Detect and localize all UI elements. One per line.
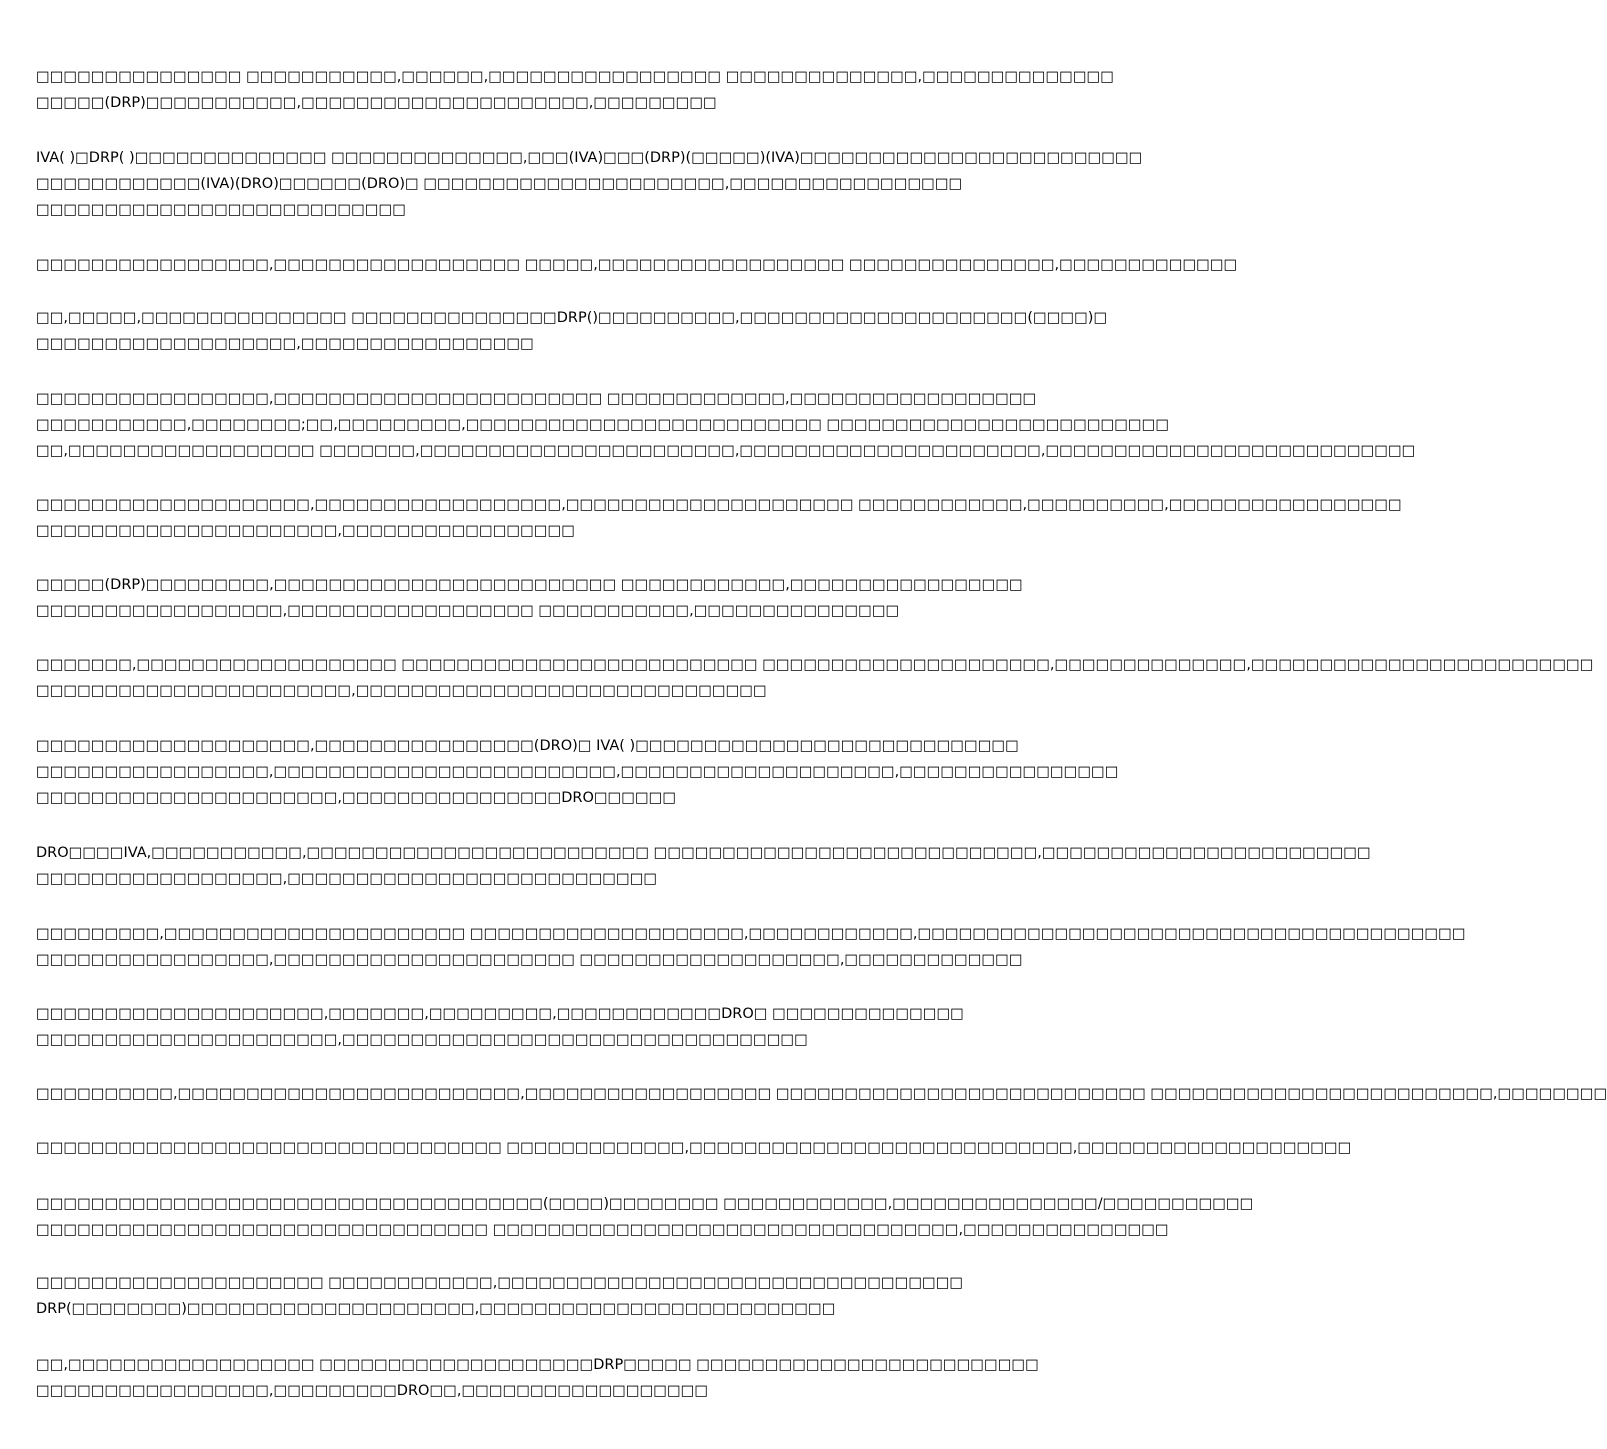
text-line: □□□□□□□□□□□□□□□□□□□□□□,□□□□□□□□□□□□□□□□□ xyxy=(36,523,575,539)
text-line: □□□□□□□□□□□□□□□ □□□□□□□□□□□,□□□□□□,□□□□□□□□□□□□□□□□□ □□□□□□□□□□□□□□,□□□□□□□□□□□□□□ xyxy=(36,69,1114,85)
paragraph-16 xyxy=(36,1270,996,1322)
paragraph-10 xyxy=(36,840,1371,892)
text-line: □□□□□□□□□□□□□□□□□,□□□□□□□□□□□□□□□□□□□□□□ □□□□□□□□□□□□□□□□□□□,□□□□□□□□□□□□□ xyxy=(36,952,1023,968)
text-line: □□□□□□□□□□□□(IVA)(DRO)□□□□□□(DRO)□ □□□□□□□□□□□□□□□□□□□□□□,□□□□□□□□□□□□□□□□□ xyxy=(36,176,963,192)
text-line: DRO□□□□IVA,□□□□□□□□□□□,□□□□□□□□□□□□□□□□□□□□□□□□□ □□□□□□□□□□□□□□□□□□□□□□□□□□□□,□□□□□□□□□□□□□□□□□□□□□□□□ xyxy=(36,845,1371,861)
text-line: □□□□□□□□□□,□□□□□□□□□□□□□□□□□□□□□□□□□,□□□□□□□□□□□□□□□□□□ □□□□□□□□□□□□□□□□□□□□□□□□□□□ □□□□□□□□□□□□□□□□□□□□□□□□□,□□□□□□□□ xyxy=(36,1086,1607,1102)
text-line: □□□□□(DRP)□□□□□□□□□,□□□□□□□□□□□□□□□□□□□□□□□□□ □□□□□□□□□□□□,□□□□□□□□□□□□□□□□□ xyxy=(36,577,1023,593)
text-line: □□□□□□□□□□□□□□□□□□□□□,□□□□□□□,□□□□□□□□□,□□□□□□□□□□□□DRO□ □□□□□□□□□□□□□□ xyxy=(36,1006,964,1022)
text-line: □□□□□□□□□□□□□□□□□□□□□□□□□□□□□□□□□□ □□□□□□□□□□□□□,□□□□□□□□□□□□□□□□□□□□□□□□□□□□,□□□□□□□□□□□□□□□□□□□□ xyxy=(36,1140,1352,1156)
text-line: □□□□□□□□□□□□□□□□□□□,□□□□□□□□□□□□□□□□□ xyxy=(36,336,534,352)
text-line: □□,□□□□□□□□□□□□□□□□□□ □□□□□□□,□□□□□□□□□□□□□□□□□□□□□□□,□□□□□□□□□□□□□□□□□□□□□□,□□□□□□□□□□□□□□□□□□□□□□□□□□□ xyxy=(36,443,1416,459)
text-line: □□□□□□□□□□□□□□□□□,□□□□□□□□□DRO□□,□□□□□□□□□□□□□□□□□□ xyxy=(36,1383,709,1399)
text-line: □□□□□□□,□□□□□□□□□□□□□□□□□□□ □□□□□□□□□□□□□□□□□□□□□□□□□□ □□□□□□□□□□□□□□□□□□□□□,□□□□□□□□□□□□□□,□□□□□□□□□□□□□□□□□□□□□□□□□ xyxy=(36,657,1594,673)
text-line: □□□□□□□□□□□□□□□□□□,□□□□□□□□□□□□□□□□□□ □□□□□□□□□□□,□□□□□□□□□□□□□□□ xyxy=(36,603,900,619)
text-line: □□□□□□□□□,□□□□□□□□□□□□□□□□□□□□□□ □□□□□□□□□□□□□□□□□□□□,□□□□□□□□□□□□,□□□□□□□□□□□□□□□□□□□□□□□□□□□□□□□□□□□□□□□□ xyxy=(36,926,1466,942)
paragraph-4 xyxy=(36,305,1108,357)
text-line: □□□□□□□□□□□□□□□□□□□□□□□,□□□□□□□□□□□□□□□□□□□□□□□□□□□□□□ xyxy=(36,683,767,699)
text-line: □□□□□(DRP)□□□□□□□□□□□,□□□□□□□□□□□□□□□□□□□□□,□□□□□□□□□ xyxy=(36,95,717,111)
paragraph-12 xyxy=(36,1001,996,1053)
text-line: □□□□□□□□□□□□□□□□□,□□□□□□□□□□□□□□□□□□□□□□□□ □□□□□□□□□□□□□,□□□□□□□□□□□□□□□□□□ xyxy=(36,391,1037,407)
paragraph-14 xyxy=(36,1135,1352,1161)
paragraph-15 xyxy=(36,1191,1254,1243)
text-line: □□,□□□□□□□□□□□□□□□□□□ □□□□□□□□□□□□□□□□□□□□DRP□□□□□ □□□□□□□□□□□□□□□□□□□□□□□□□ xyxy=(36,1357,1039,1373)
text-line: □□□□□□□□□□□□□□□□□□□□,□□□□□□□□□□□□□□□□(DRO)□ IVA( )□□□□□□□□□□□□□□□□□□□□□□□□□□□□ xyxy=(36,738,1019,754)
text-line: □□□□□□□□□□□□□□□□□□□□□□,□□□□□□□□□□□□□□□□DRO□□□□□□ xyxy=(36,790,677,806)
text-line: □□□□□□□□□□□□□□□□□,□□□□□□□□□□□□□□□□□□ □□□□□,□□□□□□□□□□□□□□□□□□ □□□□□□□□□□□□□□□,□□□□□□□□□□□□□ xyxy=(36,257,1238,273)
paragraph-1 xyxy=(36,64,1114,116)
paragraph-7 xyxy=(36,572,1023,624)
text-line: □□□□□□□□□□□,□□□□□□□□;□□,□□□□□□□□□,□□□□□□□□□□□□□□□□□□□□□□□□□□ □□□□□□□□□□□□□□□□□□□□□□□□□ xyxy=(36,417,1170,433)
paragraph-2 xyxy=(36,145,1143,223)
text-line: IVA( )□DRP( )□□□□□□□□□□□□□□ □□□□□□□□□□□□□□,□□□(IVA)□□□(DRP)(□□□□□)(IVA)□□□□□□□□□□□□□□□□□□□□□□□□□ xyxy=(36,150,1143,166)
text-line: □□□□□□□□□□□□□□□□□□□□□ □□□□□□□□□□□□,□□□□□□□□□□□□□□□□□□□□□□□□□□□□□□□□□□ xyxy=(36,1275,964,1291)
paragraph-9 xyxy=(36,733,1119,811)
text-line: □□□□□□□□□□□□□□□□□□□□□□□□□□□□□□□□□□□□□(□□□□)□□□□□□□□ □□□□□□□□□□□□,□□□□□□□□□□□□□□□/□□□□□□□□□□□ xyxy=(36,1196,1254,1212)
paragraph-17 xyxy=(36,1352,1039,1404)
text-line: □□□□□□□□□□□□□□□□□,□□□□□□□□□□□□□□□□□□□□□□□□□,□□□□□□□□□□□□□□□□□□□□,□□□□□□□□□□□□□□□□ xyxy=(36,764,1119,780)
text-line: □□□□□□□□□□□□□□□□□□,□□□□□□□□□□□□□□□□□□□□□□□□□□□ xyxy=(36,871,658,887)
paragraph-13 xyxy=(36,1081,1607,1107)
text-line: □□□□□□□□□□□□□□□□□□□□□□□□□□□ xyxy=(36,202,406,218)
text-line: □□□□□□□□□□□□□□□□□□□□□□□□□□□□□□□□□ □□□□□□□□□□□□□□□□□□□□□□□□□□□□□□□□□□,□□□□□□□□□□□□□□□ xyxy=(36,1222,1169,1238)
paragraph-11 xyxy=(36,921,1466,973)
paragraph-8 xyxy=(36,652,1594,704)
paragraph-6 xyxy=(36,492,1402,544)
paragraph-3 xyxy=(36,252,1238,278)
paragraph-5 xyxy=(36,386,1416,464)
text-line: □□□□□□□□□□□□□□□□□□□□,□□□□□□□□□□□□□□□□□□,□□□□□□□□□□□□□□□□□□□□□ □□□□□□□□□□□□,□□□□□□□□□□,□□□□□□□□□□□□□□□□□ xyxy=(36,497,1402,513)
text-line: □□□□□□□□□□□□□□□□□□□□□□,□□□□□□□□□□□□□□□□□□□□□□□□□□□□□□□□□□ xyxy=(36,1032,808,1048)
text-line: □□,□□□□□,□□□□□□□□□□□□□□□ □□□□□□□□□□□□□□□DRP()□□□□□□□□□□,□□□□□□□□□□□□□□□□□□□□□(□□□□)□ xyxy=(36,310,1108,326)
text-line: DRP(□□□□□□□□)□□□□□□□□□□□□□□□□□□□□□,□□□□□□□□□□□□□□□□□□□□□□□□□□ xyxy=(36,1301,836,1317)
